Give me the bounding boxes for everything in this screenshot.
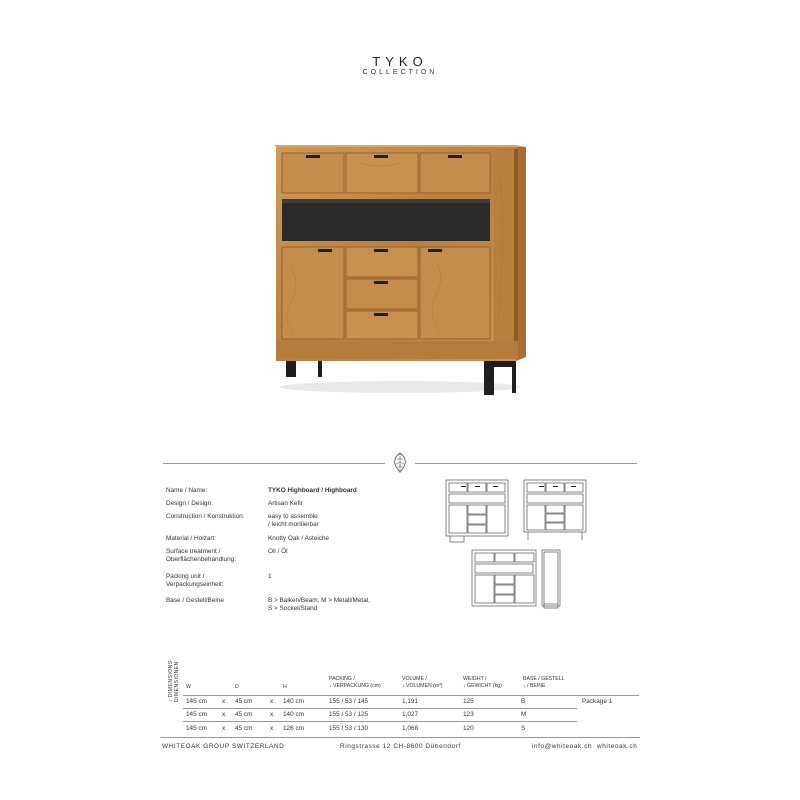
cell-h: 140 cm [283, 698, 304, 705]
spec-label-base: Base / Gestell/Beine [166, 597, 224, 604]
cell-h: 140 cm [283, 711, 304, 718]
spec-label-design: Design / Design: [166, 500, 213, 507]
footer-website-link[interactable]: whiteoak.ch [597, 743, 638, 750]
spec-label-construction: Construction / Konstruktion: [166, 513, 245, 520]
spec-value-material: Knotty Oak / Asteiche [268, 535, 330, 542]
highboard-product-image [260, 135, 540, 405]
cell-weight: 125 [463, 698, 474, 705]
cell-x: x [270, 698, 274, 705]
spec-value-surface: Oil / Öl [268, 548, 288, 555]
product-type: Highboard / Highboard [285, 487, 357, 494]
spec-value-design: Artisan Kefir [268, 500, 303, 507]
technical-drawings [440, 478, 595, 613]
cell-w: 145 cm [186, 698, 207, 705]
col-header-packing: PACKING / ↓ VERPACKUNG (cm) [329, 676, 381, 689]
cell-volume: 1,027 [402, 711, 418, 718]
footer-email-link[interactable]: info@whiteoak.ch [532, 743, 593, 750]
spec-label-surface: Surface treatment / Oberflächenbehandlung: [166, 548, 236, 563]
col-header-w: W [186, 684, 191, 690]
cell-packing: 155 / 53 / 145 [329, 698, 369, 705]
cell-weight: 120 [463, 725, 474, 732]
cell-packing: 155 / 53 / 125 [329, 711, 369, 718]
product-name: TYKO [268, 487, 286, 494]
col-header-d: D [235, 684, 239, 690]
cell-x: x [270, 711, 274, 718]
cell-packing: 155 / 53 / 130 [329, 725, 369, 732]
cell-weight: 123 [463, 711, 474, 718]
divider-left [163, 463, 385, 464]
spec-label-name: Name / Name: [166, 487, 208, 494]
cell-x: x [222, 725, 226, 732]
spec-value-base: B > Balken/Beam, M > Metall/Metal, S > Sockel/Stand [268, 597, 370, 612]
table-rule [183, 721, 577, 722]
table-rule [183, 708, 577, 709]
cell-x: x [270, 725, 274, 732]
cell-h: 126 cm [283, 725, 304, 732]
cell-base: M [521, 711, 527, 718]
spec-value-construction: easy to assemble / leicht montierbar [268, 513, 319, 528]
cell-x: x [222, 698, 226, 705]
col-header-weight: WEIGHT / ↓ GEWICHT (kg) [463, 676, 502, 689]
cell-w: 145 cm [186, 711, 207, 718]
cell-d: 45 cm [235, 725, 253, 732]
package-note: Package 1 [582, 698, 613, 705]
col-header-volume: VOLUME / ↓ VOLUMEN (m³) [402, 676, 443, 689]
spec-value-packing: 1 [268, 573, 272, 580]
cell-w: 145 cm [186, 725, 207, 732]
cell-volume: 1,191 [402, 698, 418, 705]
cell-base: S [521, 725, 526, 732]
spec-value-name [268, 487, 357, 495]
oak-leaf-icon [392, 452, 408, 474]
dimensions-side-label: ↓ DIMENSIONS DIMENSIONEN [168, 660, 180, 702]
footer-company: WHITEOAK GROUP SWITZERLAND [162, 743, 285, 750]
spec-label-material: Material / Holzart: [166, 535, 217, 542]
cell-volume: 1,068 [402, 725, 418, 732]
table-rule-top [183, 695, 639, 696]
cell-base: B [521, 698, 526, 705]
cell-x: x [222, 711, 226, 718]
footer-rule [160, 737, 640, 738]
spec-label-packing: Packing unit / Verpackungseinheit: [166, 573, 224, 588]
col-header-h: H [283, 684, 287, 690]
collection-title: TYKO [372, 54, 428, 69]
cell-d: 45 cm [235, 698, 253, 705]
col-header-base: BASE / GESTELL ↓ / BEINE [523, 676, 565, 689]
cell-d: 45 cm [235, 711, 253, 718]
footer-address: Ringstrasse 12 CH-8600 Dübendorf [340, 743, 461, 750]
collection-subtitle: COLLECTION [362, 69, 438, 76]
divider-right [415, 463, 637, 464]
